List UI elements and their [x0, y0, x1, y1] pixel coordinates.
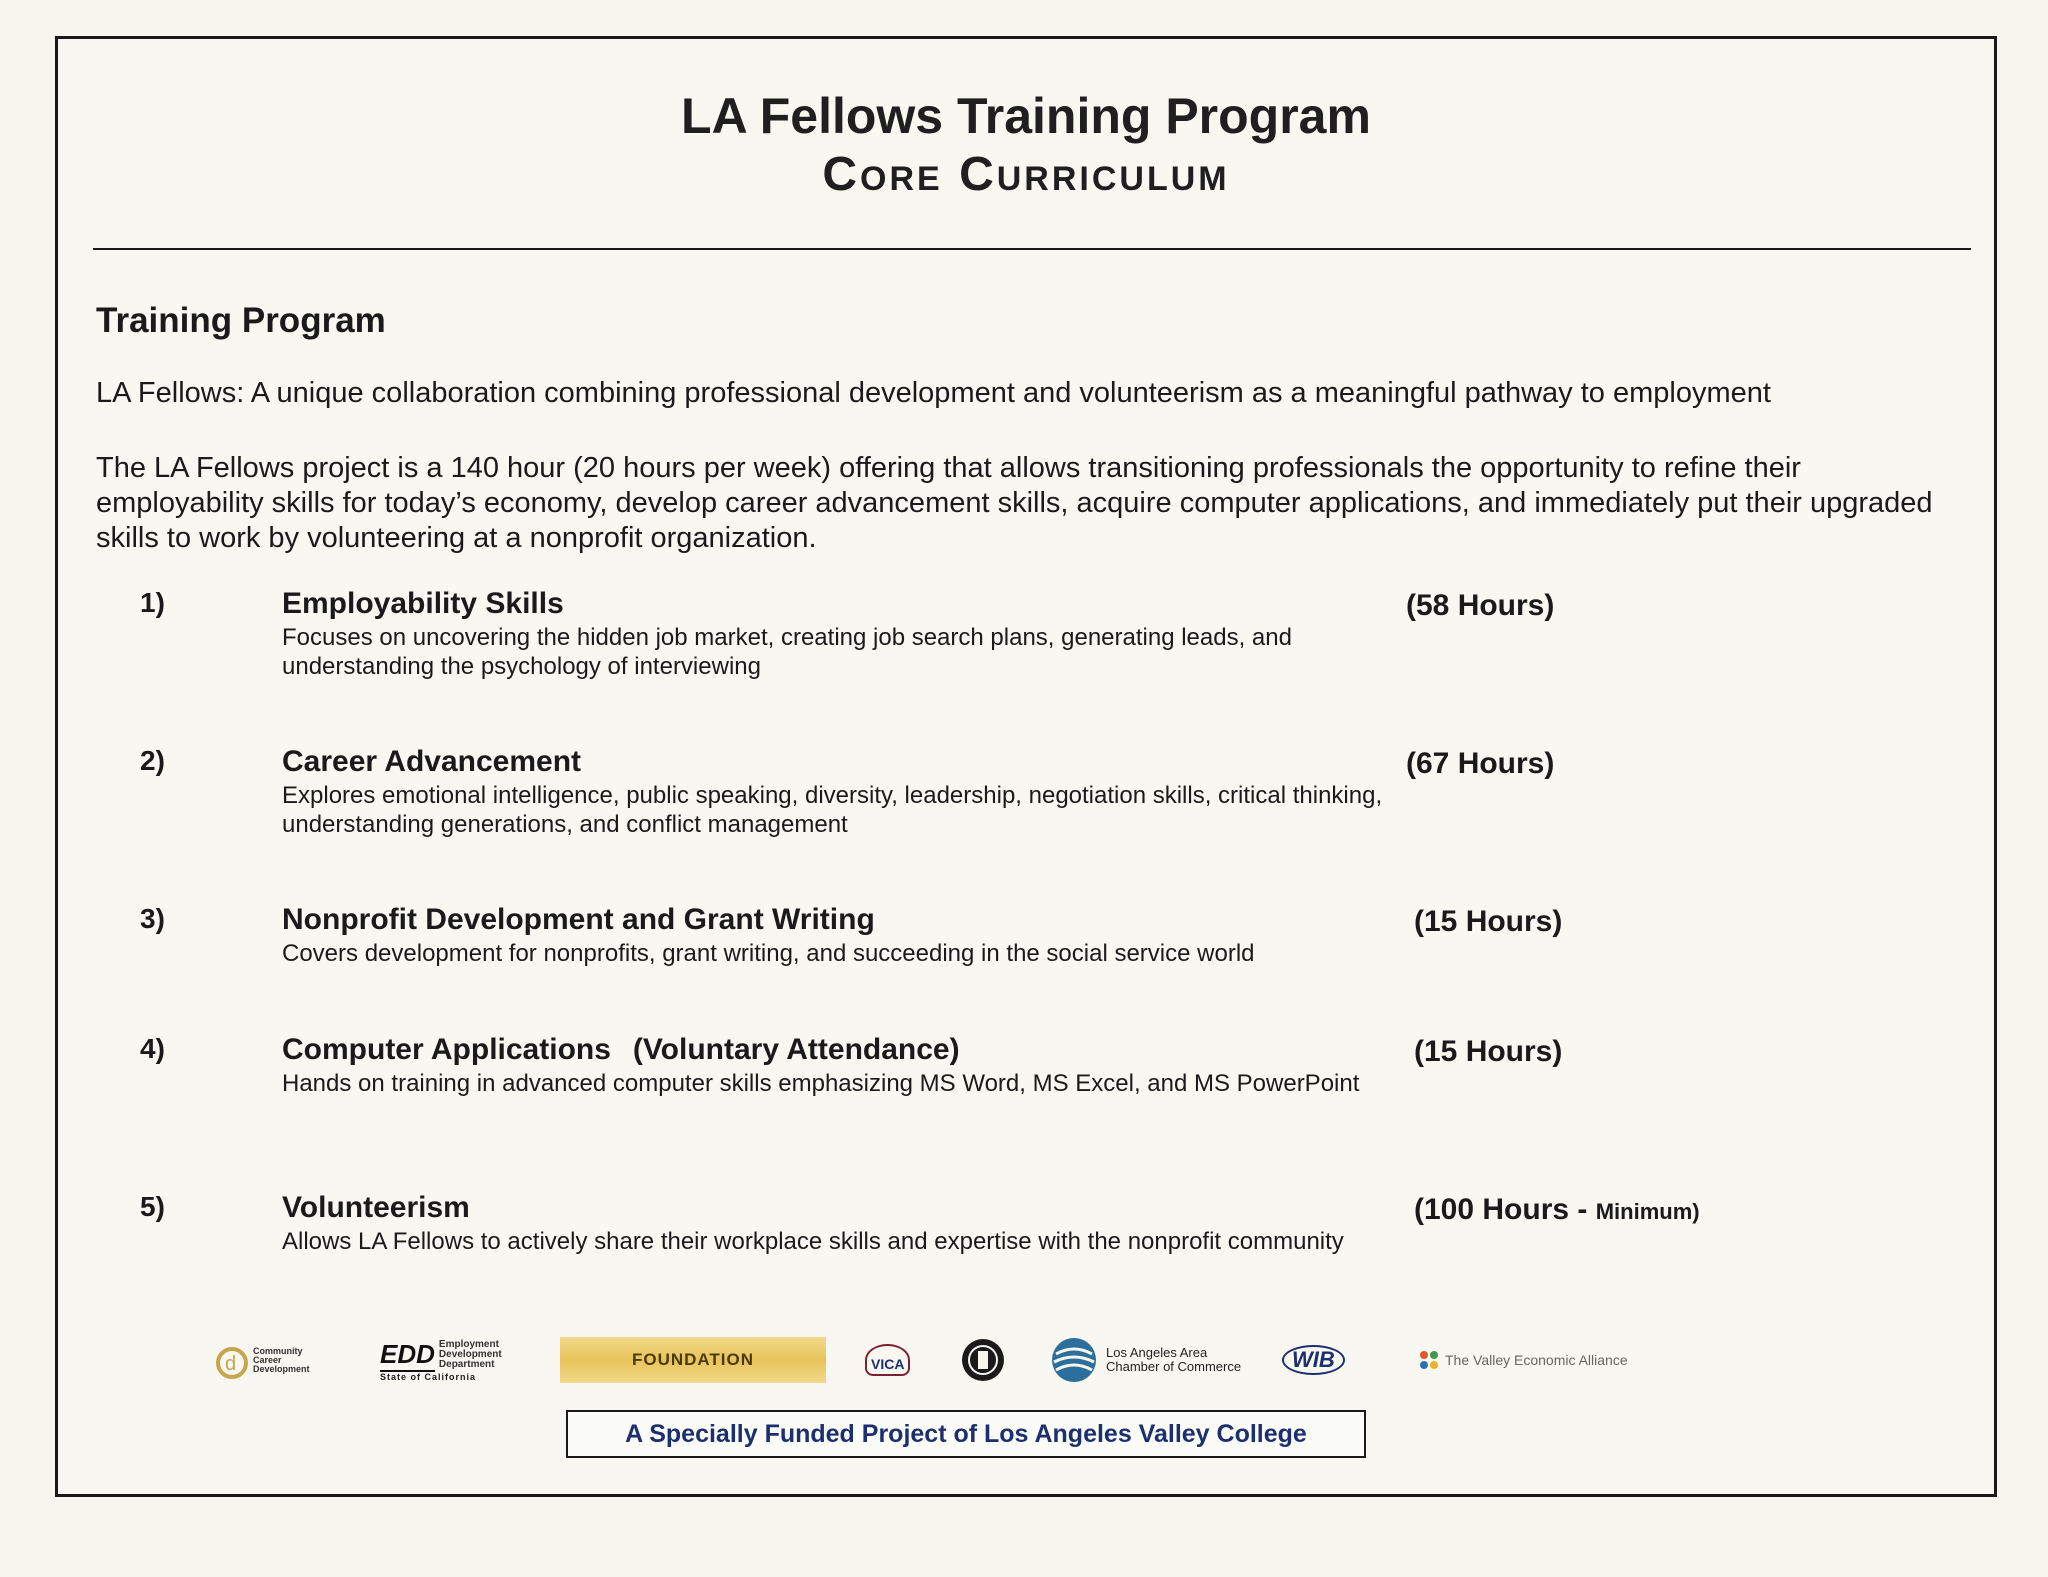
item-hours: (15 Hours) — [1414, 905, 1563, 938]
item-hours-value: (100 Hours - — [1414, 1193, 1596, 1226]
footer-banner: A Specially Funded Project of Los Angeles Valley College — [566, 1410, 1366, 1458]
edd-line: Department — [438, 1359, 495, 1370]
edd-line: Employment — [438, 1339, 499, 1350]
seal-logo — [960, 1330, 1006, 1390]
item-description: Covers development for nonprofits, grant writing, and succeeding in the social service world — [282, 940, 1255, 967]
svg-text:d: d — [225, 1353, 237, 1375]
item-number: 4) — [140, 1033, 165, 1064]
ccd-line: Career — [253, 1354, 282, 1365]
edd-state: State of California — [380, 1371, 477, 1382]
item-description: Focuses on uncovering the hidden job market, creating job search plans, generating leads, and understanding the psychology of interviewing — [282, 624, 1292, 680]
valley-alliance-logo — [1418, 1330, 1628, 1390]
edd-logo — [380, 1330, 502, 1390]
item-hours — [1414, 1193, 1700, 1227]
item-number: 3) — [140, 903, 165, 934]
foundation-logo: FOUNDATION — [560, 1337, 826, 1383]
header-divider — [93, 248, 1971, 250]
certificate-frame — [55, 36, 1997, 1497]
item-name: Career Advancement — [282, 745, 582, 778]
item-name-note: (Voluntary Attendance) — [632, 1033, 960, 1066]
program-tagline: LA Fellows: A unique collaboration combining professional development and volunteerism as a meaningful pathway to employment — [96, 377, 1771, 409]
seal-icon — [960, 1337, 1006, 1383]
ccd-line: Community — [253, 1345, 303, 1356]
item-hours: (58 Hours) — [1406, 589, 1555, 622]
item-name: Volunteerism — [282, 1191, 470, 1224]
valley-alliance-text: The Valley Economic Alliance — [1445, 1352, 1628, 1368]
item-hours: (67 Hours) — [1406, 747, 1555, 780]
pinwheel-icon — [1418, 1349, 1440, 1371]
vica-logo — [865, 1330, 910, 1390]
wib-logo — [1282, 1330, 1345, 1390]
page-subtitle: Core Curriculum — [822, 148, 1230, 201]
item-description: Allows LA Fellows to actively share their workplace skills and expertise with the nonprofit community — [282, 1228, 1344, 1255]
item-name-text: Computer Applications — [282, 1033, 611, 1066]
chamber-line: Los Angeles Area — [1106, 1345, 1208, 1360]
item-number: 1) — [140, 587, 165, 618]
item-name — [282, 1033, 960, 1067]
sponsor-logos — [160, 1330, 1660, 1400]
item-name: Employability Skills — [282, 587, 564, 620]
vica-mark: VICA — [865, 1344, 910, 1376]
ccd-line: Development — [253, 1363, 310, 1374]
item-name: Nonprofit Development and Grant Writing — [282, 903, 875, 936]
ccd-logo — [215, 1330, 310, 1390]
section-heading: Training Program — [96, 301, 386, 340]
edd-line: Development — [438, 1349, 502, 1360]
item-number: 2) — [140, 745, 165, 776]
wib-mark: WIB — [1282, 1345, 1345, 1375]
item-hours: (15 Hours) — [1414, 1035, 1563, 1068]
ccd-icon — [215, 1339, 249, 1381]
program-description: The LA Fellows project is a 140 hour (20 hours per week) offering that allows transitioning professionals the opportunity to refine their employability skills for today’s economy, develop career advancement skills, acquire computer applications, and immediately put their upgraded skills to work by volunteering at a nonprofit organization. — [96, 452, 1933, 554]
item-description: Explores emotional intelligence, public speaking, diversity, leadership, negotiation skills, critical thinking, understanding generations, and conflict management — [282, 782, 1383, 838]
chamber-line: Chamber of Commerce — [1106, 1359, 1242, 1374]
page-title: LA Fellows Training Program — [681, 88, 1371, 144]
globe-icon — [1050, 1336, 1098, 1384]
item-number: 5) — [140, 1191, 165, 1222]
edd-mark: EDD — [380, 1339, 435, 1372]
chamber-logo — [1050, 1330, 1241, 1390]
item-description: Hands on training in advanced computer skills emphasizing MS Word, MS Excel, and MS PowerPoint — [282, 1070, 1360, 1097]
item-hours-note: Minimum) — [1595, 1199, 1700, 1224]
